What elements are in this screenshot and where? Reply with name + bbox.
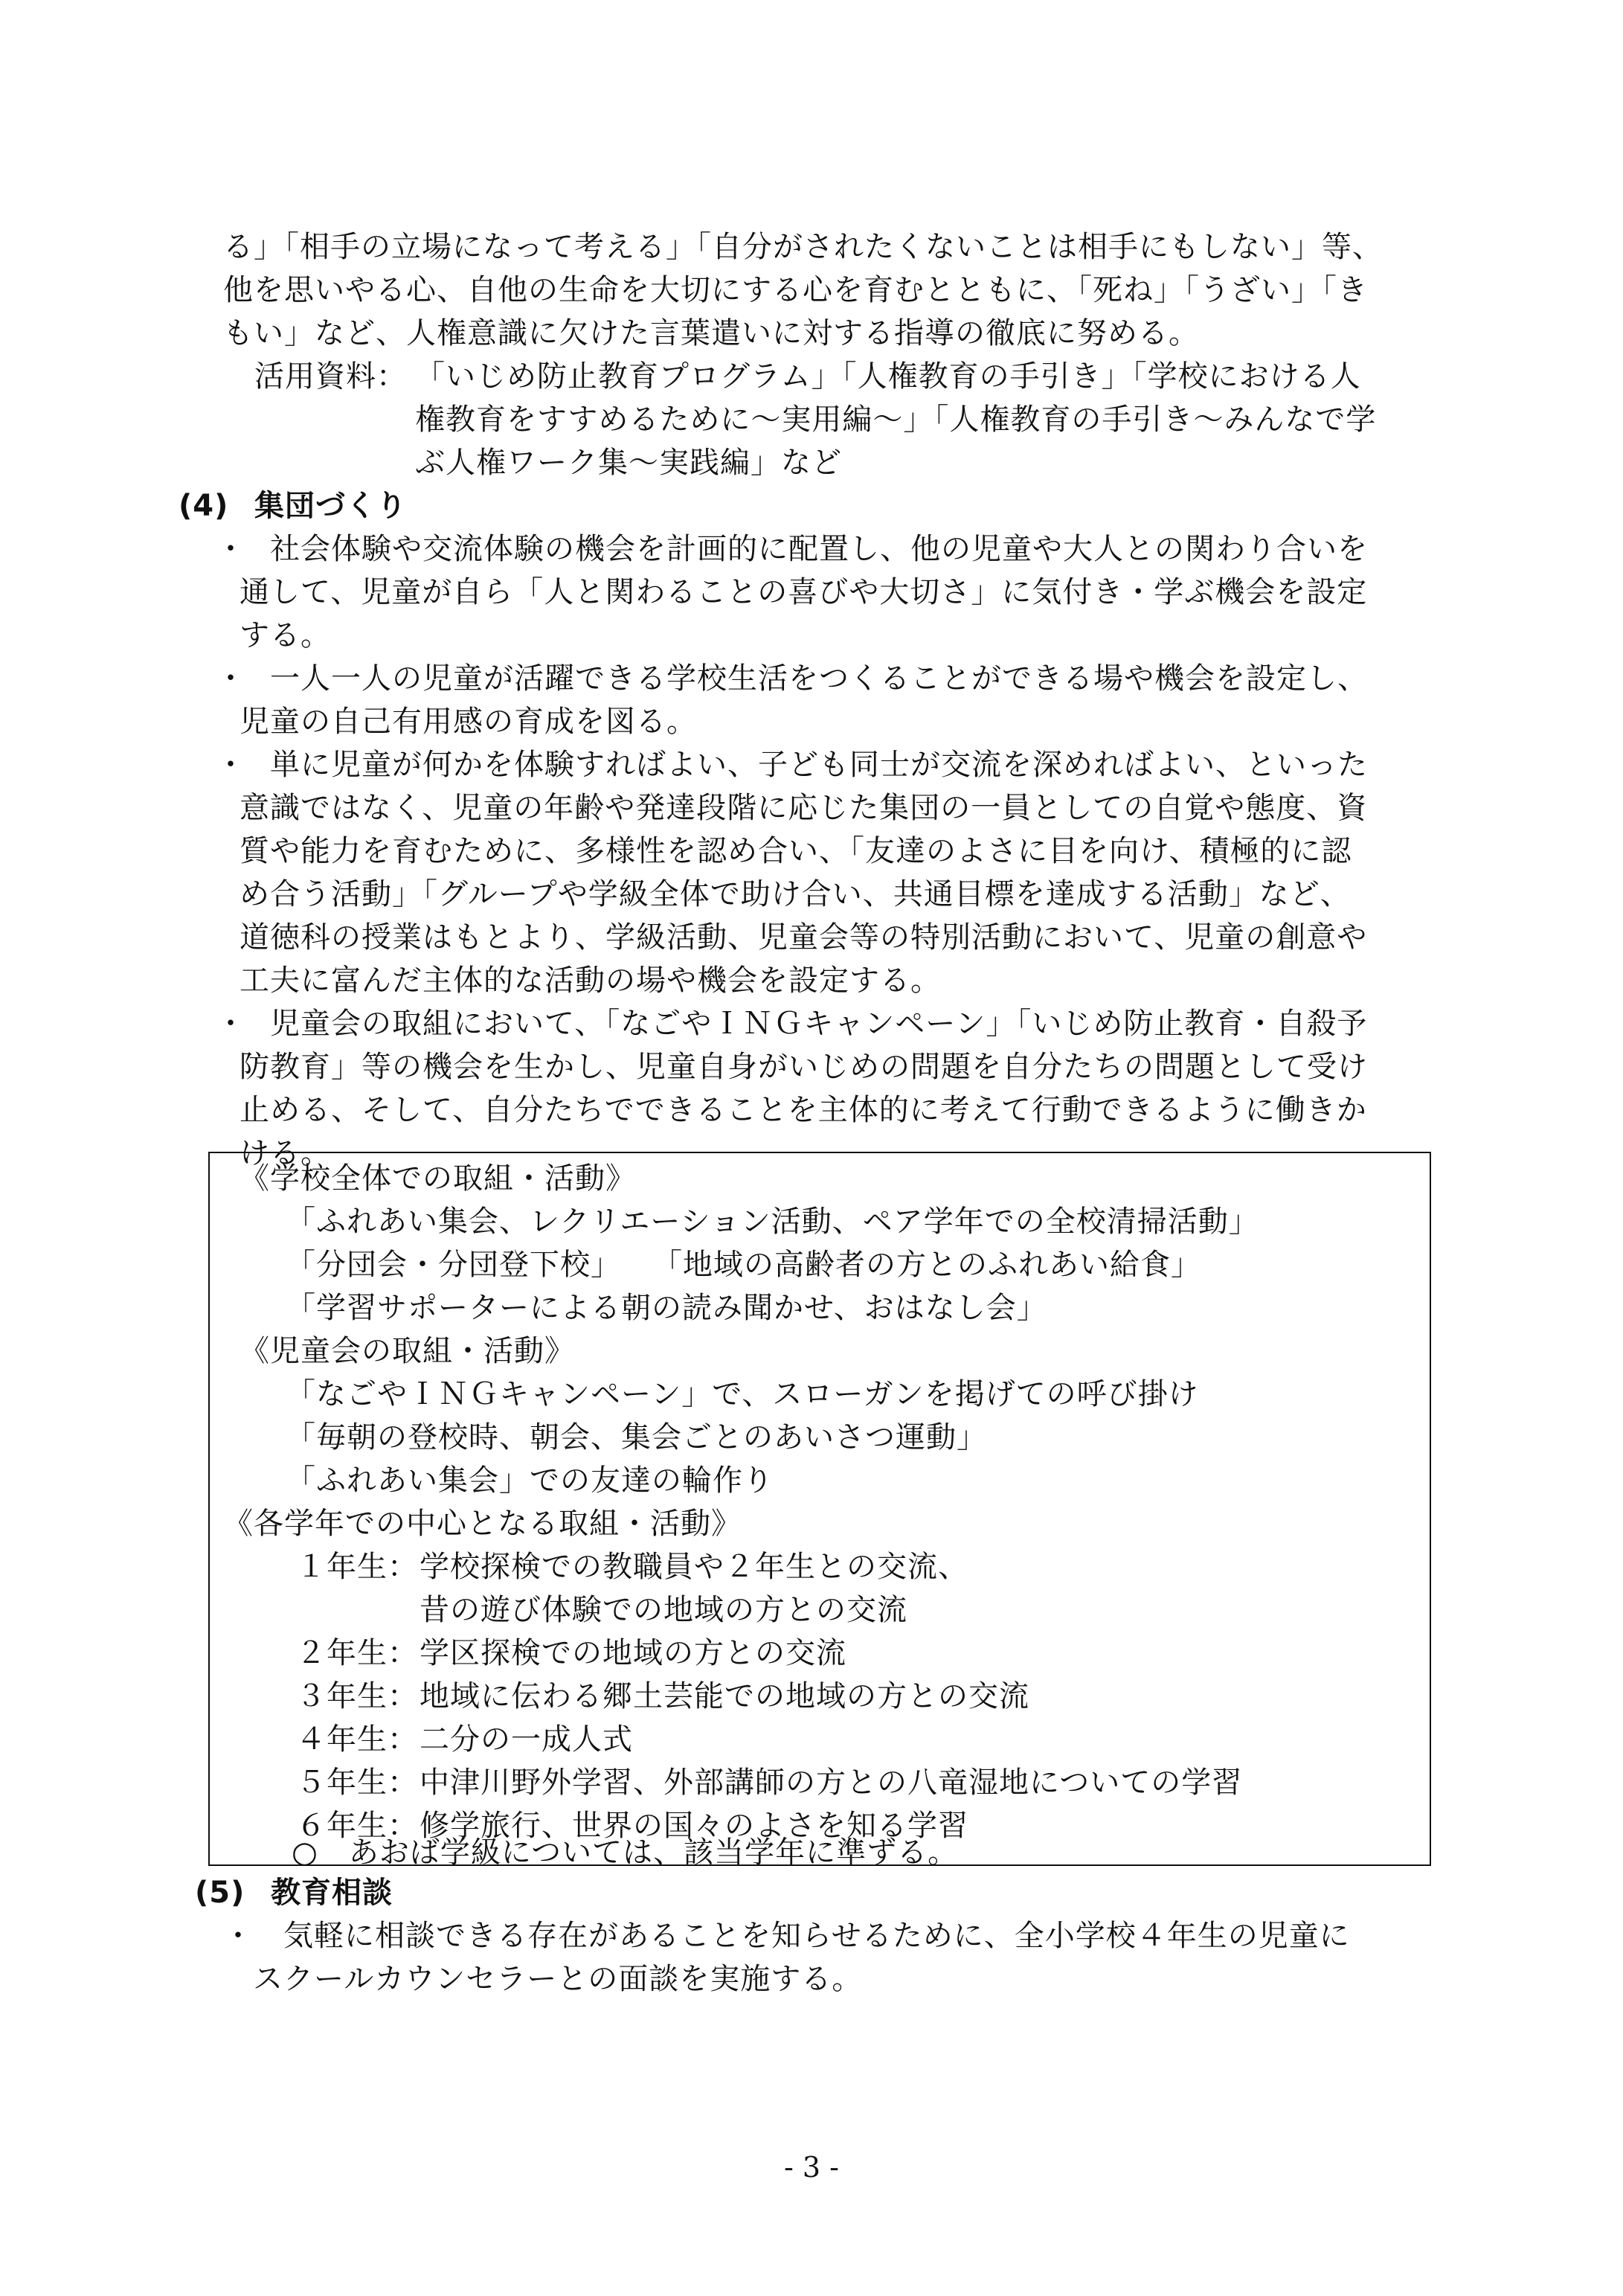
resource-line-1: 「いじめ防止教育プログラム」「人権教育の手引き」「学校における人 xyxy=(415,359,1361,394)
section-5-number: (5) xyxy=(195,1876,245,1910)
page-number: - 3 - xyxy=(783,2151,839,2184)
grade-activity: 学校探検での教職員や２年生との交流、 xyxy=(420,1550,968,1584)
section-5-title: 教育相談 xyxy=(271,1876,393,1910)
school-activities-heading: 《学校全体での取組・活動》 xyxy=(240,1161,636,1196)
grade-label: ２年生： xyxy=(296,1636,418,1670)
council-activity-item: 「なごやＩＮＧキャンペーン」で、スローガンを掲げての呼び掛け xyxy=(286,1377,1199,1411)
section-4-number: (4) xyxy=(179,489,229,523)
school-activity-item: 「ふれあい集会、レクリエーション活動、ペア学年での全校清掃活動」 xyxy=(286,1205,1259,1239)
grade-label: １年生： xyxy=(296,1550,418,1584)
grade-activity: 中津川野外学習、外部講師の方との八竜湿地についての学習 xyxy=(420,1766,1243,1800)
council-activities-heading: 《児童会の取組・活動》 xyxy=(240,1334,575,1368)
bullet-3-line-3: 質や能力を育むために、多様性を認め合い、「友達のよさに目を向け、積極的に認 xyxy=(240,834,1352,868)
grade-label: ４年生： xyxy=(296,1722,418,1757)
bullet-2-line-2: 児童の自己有用感の育成を図る。 xyxy=(240,705,697,739)
school-activity-item: 「分団会・分団登下校」 「地域の高齢者の方とのふれあい給食」 xyxy=(286,1248,1201,1282)
council-activity-item: 「ふれあい集会」での友達の輪作り xyxy=(286,1463,774,1498)
section-5-line-2: スクールカウンセラーとの面談を実施する。 xyxy=(253,1962,863,1996)
grade-activity: 修学旅行、世界の国々のよさを知る学習 xyxy=(420,1809,968,1843)
bullet-1-line-1: 社会体験や交流体験の機会を計画的に配置し、他の児童や大人との関わり合いを xyxy=(240,532,1368,566)
grade-label: ５年生： xyxy=(296,1766,418,1800)
bullet-3-line-2: 意識ではなく、児童の年齢や発達段階に応じた集団の一員としての自覚や態度、資 xyxy=(240,791,1368,825)
section-5-line-1: 気軽に相談できる存在があることを知らせるために、全小学校４年生の児童に xyxy=(253,1919,1350,1953)
grade-activity: 地域に伝わる郷土芸能での地域の方との交流 xyxy=(420,1679,1029,1713)
special-class-note: ○ あおば学級については、該当学年に準ずる。 xyxy=(292,1835,959,1870)
resource-line-2: 権教育をすすめるために〜実用編〜」「人権教育の手引き〜みんなで学 xyxy=(415,403,1377,437)
intro-line-3: もい」など、人権意識に欠けた言葉遣いに対する指導の徹底に努める。 xyxy=(223,316,1199,350)
grade-activity: 二分の一成人式 xyxy=(420,1722,633,1757)
bullet-mark: ・ xyxy=(216,748,245,782)
bullet-3-line-6: 工夫に富んだ主体的な活動の場や機会を設定する。 xyxy=(240,963,941,998)
section-4-title: 集団づくり xyxy=(254,489,407,523)
grade-activities-heading: 《各学年での中心となる取組・活動》 xyxy=(223,1507,742,1541)
resource-label: 活用資料： xyxy=(254,359,407,394)
bullet-mark: ・ xyxy=(216,661,245,696)
bullet-mark: ・ xyxy=(216,1007,245,1041)
bullet-1-line-3: する。 xyxy=(240,618,331,652)
bullet-mark: ・ xyxy=(216,532,245,566)
bullet-1-line-2: 通して、児童が自ら「人と関わることの喜びや大切さ」に気付き・学ぶ機会を設定 xyxy=(240,575,1368,609)
bullet-4-line-4: ける。 xyxy=(240,1136,331,1170)
bullet-3-line-1: 単に児童が何かを体験すればよい、子ども同士が交流を深めればよい、といった xyxy=(240,748,1368,782)
grade-activity: 昔の遊び体験での地域の方との交流 xyxy=(420,1593,907,1627)
bullet-3-line-4: め合う活動」「グループや学級全体で助け合い、共通目標を達成する活動」など、 xyxy=(240,877,1351,911)
resource-line-3: ぶ人権ワーク集〜実践編」など xyxy=(415,446,842,480)
grade-label: ３年生： xyxy=(296,1679,418,1713)
bullet-4-line-1: 児童会の取組において、「なごやＩＮＧキャンペーン」「いじめ防止教育・自殺予 xyxy=(240,1007,1368,1041)
school-activity-item: 「学習サポーターによる朝の読み聞かせ、おはなし会」 xyxy=(286,1291,1047,1325)
council-activity-item: 「毎朝の登校時、朝会、集会ごとのあいさつ運動」 xyxy=(286,1420,987,1455)
bullet-4-line-2: 防教育」等の機会を生かし、児童自身がいじめの問題を自分たちの問題として受け xyxy=(240,1050,1368,1084)
grade-label: ６年生： xyxy=(296,1809,418,1843)
bullet-2-line-1: 一人一人の児童が活躍できる学校生活をつくることができる場や機会を設定し、 xyxy=(240,661,1368,696)
bullet-4-line-3: 止める、そして、自分たちでできることを主体的に考えて行動できるように働きか xyxy=(240,1093,1367,1127)
bullet-3-line-5: 道徳科の授業はもとより、学級活動、児童会等の特別活動において、児童の創意や xyxy=(240,920,1368,955)
intro-line-1: る」「相手の立場になって考える」「自分がされたくないことは相手にもしない」等、 xyxy=(223,230,1383,264)
bullet-mark: ・ xyxy=(223,1919,253,1953)
grade-activity: 学区探検での地域の方との交流 xyxy=(420,1636,846,1670)
intro-line-2: 他を思いやる心、自他の生命を大切にする心を育むとともに、「死ね」「うざい」「き xyxy=(223,273,1368,307)
